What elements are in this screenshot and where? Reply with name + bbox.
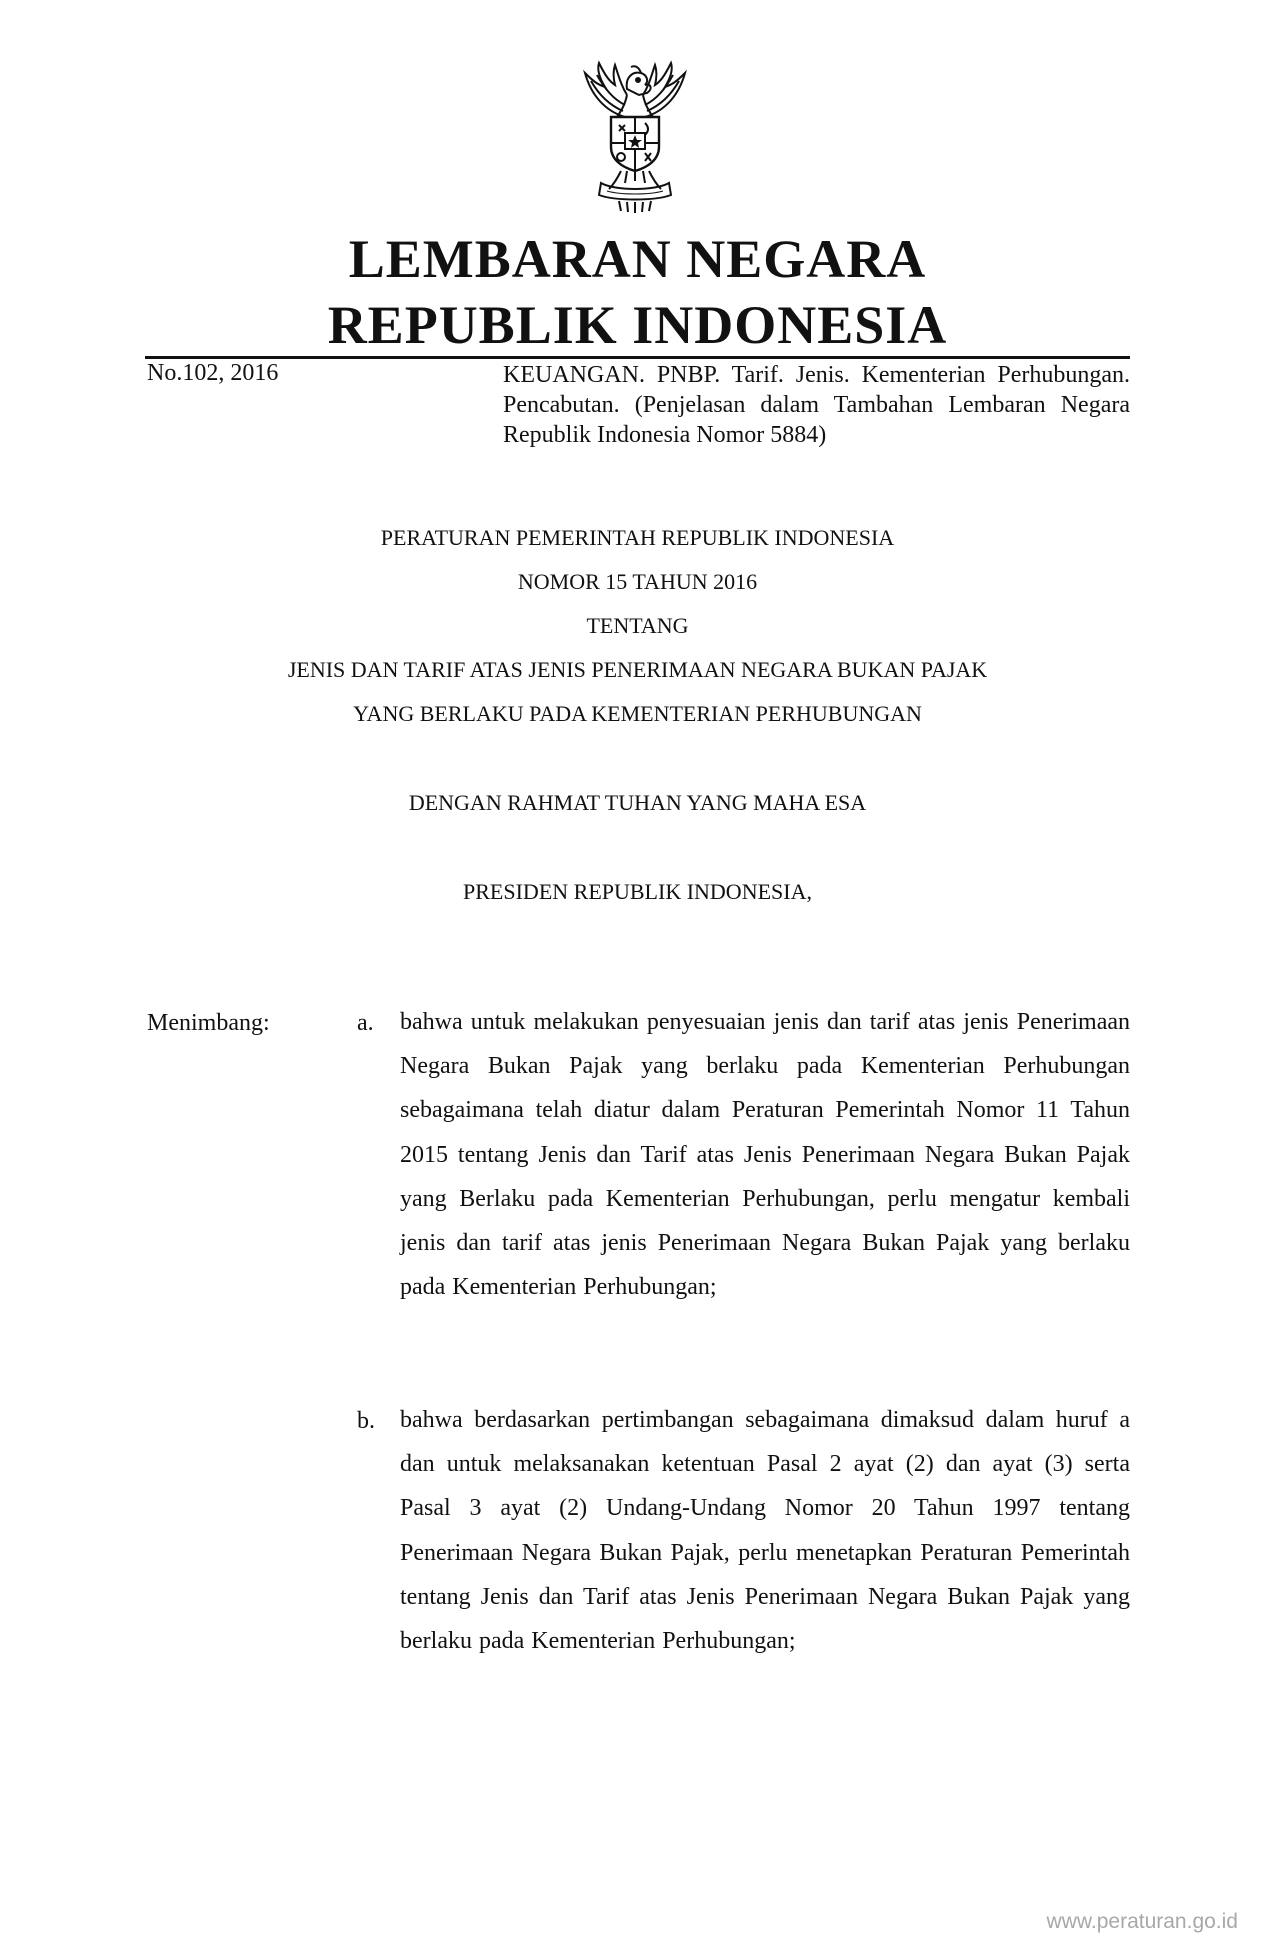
regulation-number: NOMOR 15 TAHUN 2016 bbox=[517, 569, 758, 594]
invocation: DENGAN RAHMAT TUHAN YANG MAHA ESA bbox=[408, 790, 867, 815]
source-url-watermark: www.peraturan.go.id bbox=[1046, 1910, 1238, 1933]
regulation-subject-line1: JENIS DAN TARIF ATAS JENIS PENERIMAAN NEGARA BUKAN PAJAK bbox=[287, 657, 988, 682]
consideration-b-text: bahwa berdasarkan pertimbangan sebagaimana dimaksud dalam huruf a dan untuk melaksanakan ketentuan Pasal 2 ayat (2) dan ayat (3) serta Pasal 3 ayat (2) Undang-Undang Nomor 20 Tahun 1997 tentang Penerimaan Negara Bukan Pajak, perlu menetapkan Peraturan Pemerintah tentang Jenis dan Tarif atas Jenis Penerimaan Negara Bukan Pajak yang berlaku pada Kementerian Perhubungan; bbox=[400, 1407, 1130, 1655]
gazette-subtitle: REPUBLIK INDONESIA bbox=[327, 295, 948, 355]
header-divider bbox=[145, 356, 1130, 359]
gazette-description: KEUANGAN. PNBP. Tarif. Jenis. Kementerian Perhubungan. Pencabutan. (Penjelasan dalam Tambahan Lembaran Negara Republik Indonesia Nomor 5884) bbox=[503, 362, 1130, 448]
considerations-label: Menimbang: bbox=[147, 1010, 270, 1036]
garuda-emblem-icon bbox=[555, 55, 715, 215]
gazette-title: LEMBARAN NEGARA bbox=[348, 229, 927, 289]
consideration-a-marker: a. bbox=[357, 1010, 374, 1036]
regulation-subject-line2: YANG BERLAKU PADA KEMENTERIAN PERHUBUNGAN bbox=[353, 701, 922, 726]
issuer: PRESIDEN REPUBLIK INDONESIA, bbox=[463, 879, 812, 904]
consideration-b-marker: b. bbox=[357, 1408, 375, 1434]
consideration-a-text: bahwa untuk melakukan penyesuaian jenis dan tarif atas jenis Penerimaan Negara Bukan Pajak yang berlaku pada Kementerian Perhubungan sebagaimana telah diatur dalam Peraturan Pemerintah Nomor 11 Tahun 2015 tentang Jenis dan Tarif atas Jenis Penerimaan Negara Bukan Pajak yang Berlaku pada Kementerian Perhubungan, perlu mengatur kembali jenis dan tarif atas jenis Penerimaan Negara Bukan Pajak yang berlaku pada Kementerian Perhubungan; bbox=[400, 1009, 1130, 1301]
regulation-about: TENTANG bbox=[586, 613, 689, 638]
gazette-number: No.102, 2016 bbox=[147, 360, 279, 386]
regulation-type: PERATURAN PEMERINTAH REPUBLIK INDONESIA bbox=[380, 525, 895, 550]
